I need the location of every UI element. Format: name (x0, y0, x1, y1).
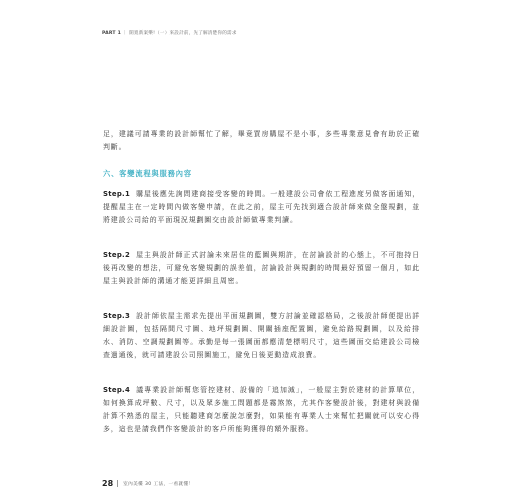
step-1 (103, 188, 420, 227)
running-header-text: 開寬新案樂!（一）來設計前，先了解清楚你的需求 (129, 31, 237, 36)
step-3-label: Step.3 (103, 312, 131, 320)
step-4 (103, 384, 420, 436)
step-3 (103, 310, 420, 362)
running-header (102, 30, 237, 36)
section-heading: 六、客變流程與服務內容 (103, 169, 192, 178)
step-2-text: 屋主與設計師正式討論未來居住的藍圖與期許，在討論設計的心態上，不可抱持日後再改變的想法，可避免客變規劃的誤差值，討論設計與規劃的時間最好預留一個月，如此屋主與設計師的溝通才能更詳細且周密。 (103, 251, 420, 285)
footer-divider (117, 480, 118, 487)
step-2 (103, 249, 420, 288)
step-3-text: 設計師依屋主需求先提出平面規劃圖，雙方討論並確認格局，之後設計師便提出詳細設計圖，包括隔間尺寸圖、地坪規劃圖、開關插座配置圖，避免給路規劃圖，以及給排水、消防、空調規劃圖等。承勤是每一張圖面都應清楚標明尺寸，這些圖面交給建設公司檢查過通後，就可請建設公司照圖施工，避免日後更動造成浪費。 (103, 312, 420, 359)
step-4-label: Step.4 (103, 386, 131, 394)
book-title: 室內美樓 30 工法，一看就懂！ (123, 482, 194, 487)
step-1-label: Step.1 (103, 190, 131, 198)
step-4-text: 議專業設計師幫您管控建材、設備的「追加減」，一般屋主對於建材的計算單位，如何換算成坪數、尺寸，以及眾多施工問題都是霧煞煞，尤其作客變設計後，對建材與設備計算不熟悉的屋主，只能聽建商怎麼說怎麼對，如果能有專業人士來幫忙把關就可以安心得多，這也是請我們作客變設計的客戶所能夠獲得的額外服務。 (103, 386, 420, 433)
running-header-part: PART 1 (102, 31, 121, 36)
page-number: 28 (102, 479, 114, 488)
step-1-text: 購屋後應先詢問建商接受客變的時間。一般建設公司會依工程進度另做客面通知，提醒屋主在一定時間內做客變申請，在此之前，屋主可先找到適合設計師來做全盤規劃，並將建設公司給的平面現況規劃圖交由設計師做專業判讀。 (103, 190, 420, 224)
running-header-separator: ｜ (122, 31, 128, 36)
step-2-label: Step.2 (103, 251, 131, 259)
page-footer (102, 471, 193, 490)
intro-paragraph: 足，建議可請專業的設計師幫忙了解，畢竟買房購屋不是小事，多些專業意見會有助於正確判斷。 (103, 130, 420, 151)
